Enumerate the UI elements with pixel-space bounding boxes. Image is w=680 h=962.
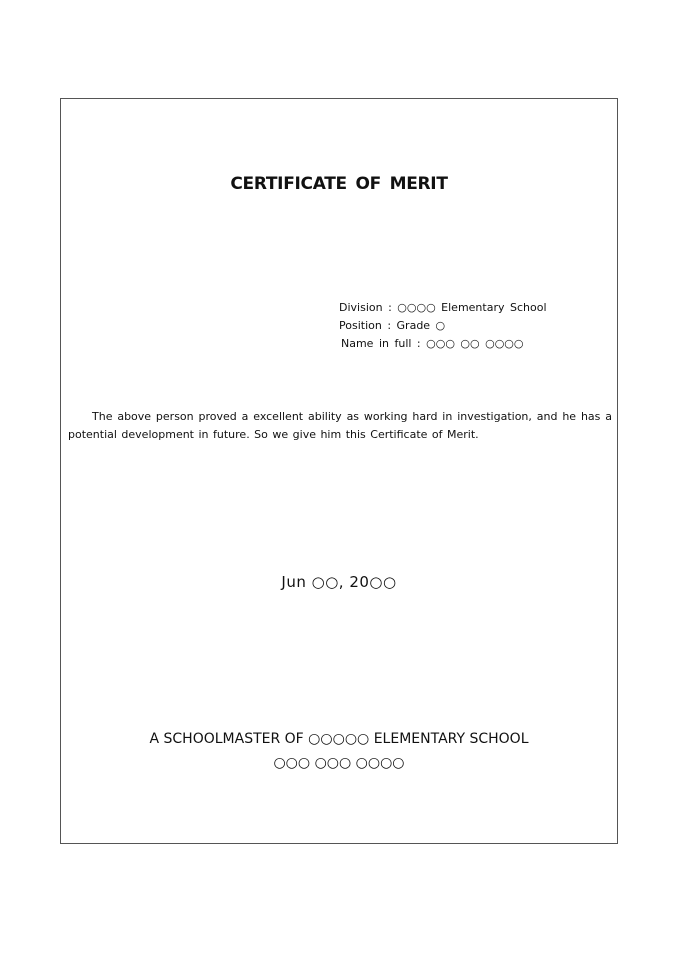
division-line: Division : ○○○○ Elementary School: [339, 301, 547, 314]
name-line: Name in full : ○○○ ○○ ○○○○: [341, 337, 524, 350]
signer-name: ○○○ ○○○ ○○○○: [273, 755, 405, 771]
signer-block: [61, 727, 617, 775]
recipient-info: [339, 299, 547, 353]
certificate-frame: [60, 98, 618, 844]
certificate-date: Jun ○○, 20○○: [281, 573, 397, 591]
position-line: Position : Grade ○: [339, 319, 446, 332]
certificate-body: The above person proved a excellent ability as working hard in investigation, and he has a potential development in future. So we give him this Certificate of Merit.: [68, 410, 612, 441]
certificate-title: CERTIFICATE OF MERIT: [230, 174, 448, 194]
signer-title: A SCHOOLMASTER OF ○○○○○ ELEMENTARY SCHOOL: [149, 731, 529, 747]
